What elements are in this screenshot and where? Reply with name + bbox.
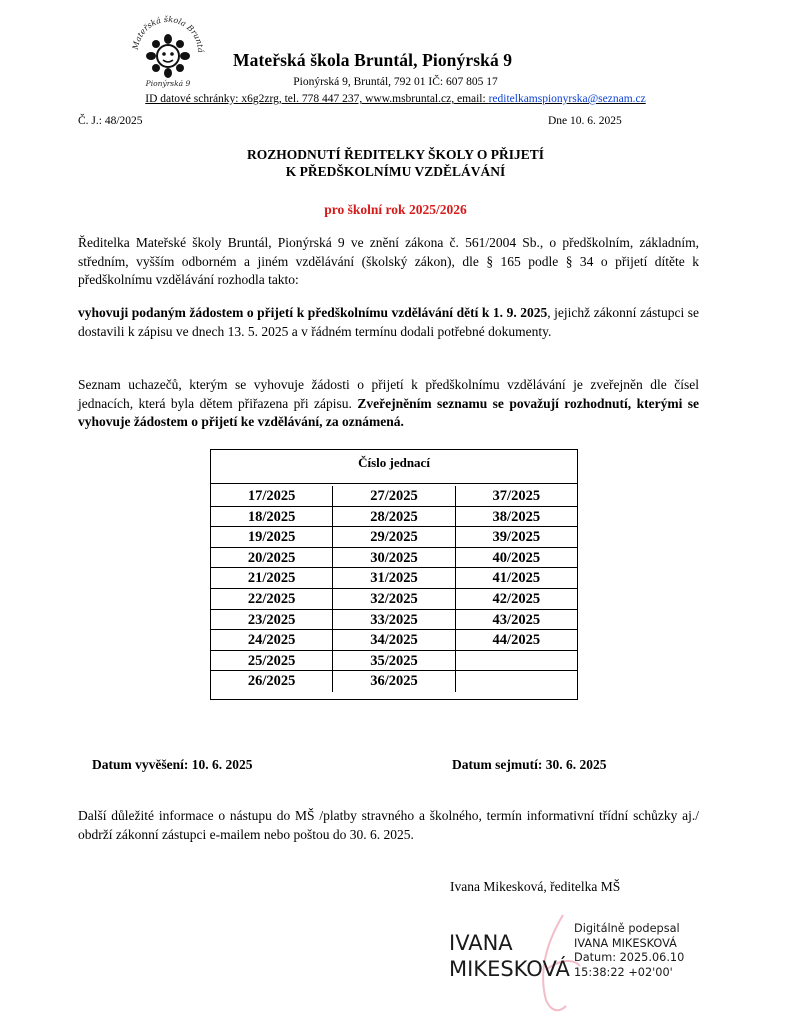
paragraph-intro: Ředitelka Mateřské školy Bruntál, Pionýrská 9 ve znění zákona č. 561/2004 Sb., o předškolním, základním, středním, vyšším odborném a jiném vzdělávání (školský zákon), dle § 165 podle § 34 o přijetí dítěte k předškolnímu vzdělávání rozhodla takto:: [78, 235, 699, 287]
signature-name-large: [449, 930, 570, 982]
table-cell: 26/2025: [211, 671, 333, 692]
table-row: [211, 486, 577, 507]
title-line-1: ROZHODNUTÍ ŘEDITELKY ŠKOLY O PŘIJETÍ: [246, 147, 545, 162]
table-row: [211, 507, 577, 528]
signature-last-name: MIKESKOVÁ: [449, 957, 570, 981]
table-cell: 19/2025: [211, 527, 333, 547]
title-line-2: K PŘEDŠKOLNÍMU VZDĚLÁVÁNÍ: [285, 164, 506, 179]
table-cell: 23/2025: [211, 610, 333, 630]
school-name: Mateřská škola Bruntál, Pionýrská 9: [233, 50, 513, 70]
table-cell: [456, 671, 577, 692]
table-cell: 32/2025: [333, 589, 455, 609]
table-cell: 41/2025: [492, 570, 541, 587]
table-cell: 18/2025: [211, 507, 333, 527]
table-cell: 42/2025: [492, 590, 541, 607]
table-row: [211, 568, 577, 589]
table-cell: 27/2025: [333, 486, 455, 506]
reference-numbers-table: [210, 449, 578, 700]
table-body: [211, 486, 577, 692]
paragraph-list-info: [78, 376, 699, 432]
table-cell: 34/2025: [333, 630, 455, 650]
table-cell: 39/2025: [492, 529, 541, 546]
school-contact: [0, 93, 791, 105]
digital-time: 15:38:22 +02'00': [574, 965, 673, 979]
table-cell: 30/2025: [333, 548, 455, 568]
school-year: pro školní rok 2025/2026: [324, 202, 467, 217]
date-posted: Datum vyvěšení: 10. 6. 2025: [92, 757, 253, 772]
table-cell: [456, 651, 577, 671]
contact-text: ID datové schránky: x6g2zrg, tel. 778 447 237, www.msbruntal.cz, email:: [145, 93, 489, 105]
table-row: [211, 548, 577, 569]
signatory-name: Ivana Mikesková, ředitelka MŠ: [450, 879, 621, 894]
decision-title: [0, 146, 791, 180]
table-cell: 36/2025: [333, 671, 455, 692]
paragraph-decision: [78, 304, 699, 341]
table-cell: 22/2025: [211, 589, 333, 609]
table-row: [211, 527, 577, 548]
table-cell: 33/2025: [333, 610, 455, 630]
table-cell: 37/2025: [492, 488, 541, 504]
digital-signature-info: [574, 922, 684, 980]
table-row: [211, 651, 577, 672]
svg-text:Pionýrská 9: Pionýrská 9: [145, 79, 191, 88]
table-row: [211, 589, 577, 610]
table-cell: 40/2025: [492, 549, 541, 566]
list-info-bold: Zveřejněním seznamu se považují rozhodnutí, kterými se vyhovuje žádostem o přijetí ke vzdělávání, za oznámená.: [78, 395, 699, 429]
table-cell: 28/2025: [333, 507, 455, 527]
school-address: Pionýrská 9, Bruntál, 792 01 IČ: 607 805 17: [293, 76, 498, 88]
document-date: Dne 10. 6. 2025: [548, 115, 622, 127]
table-header: Číslo jednací: [211, 450, 577, 484]
table-cell: 29/2025: [333, 527, 455, 547]
table-cell: 20/2025: [211, 548, 333, 568]
email-link[interactable]: reditelkamspionyrska@seznam.cz: [488, 93, 646, 105]
table-cell: 25/2025: [211, 651, 333, 671]
table-cell: 38/2025: [492, 508, 541, 525]
table-cell: 21/2025: [211, 568, 333, 588]
reference-number: Č. J.: 48/2025: [78, 115, 143, 127]
date-removed: Datum sejmutí: 30. 6. 2025: [452, 757, 607, 772]
table-cell: 24/2025: [211, 630, 333, 650]
table-row: [211, 610, 577, 631]
table-row: [211, 671, 577, 692]
table-cell: 43/2025: [492, 611, 541, 628]
table-cell: 31/2025: [333, 568, 455, 588]
table-row: [211, 630, 577, 651]
table-cell: 44/2025: [492, 632, 541, 649]
paragraph-further-info: Další důležité informace o nástupu do MŠ /platby stravného a školného, termín informativní třídní schůzky aj./ obdrží zákonní zástupci e-mailem nebo poštou do 30. 6. 2025.: [78, 808, 699, 842]
list-info-text: Seznam uchazečů, kterým se vyhovuje žádosti o přijetí k předškolnímu vzdělávání je zveřejněn dle čísel jednacích, která byla dětem přiřazena při zápisu.: [78, 377, 699, 411]
table-cell: 35/2025: [333, 651, 455, 671]
table-cell: 17/2025: [211, 486, 333, 506]
digital-date: Datum: 2025.06.10: [574, 951, 685, 965]
svg-text:Mateřská škola Bruntál: Mateřská škola Bruntá: [130, 14, 206, 53]
decision-bold: vyhovuji podaným žádostem o přijetí k předškolnímu vzdělávání dětí k 1. 9. 2025: [78, 305, 548, 320]
digital-signer: IVANA MIKESKOVÁ: [574, 936, 677, 950]
digital-signed-label: Digitálně podepsal: [574, 922, 680, 935]
decision-rest: , jejichž zákonní zástupci se dostavili k zápisu ve dnech 13. 5. 2025 a v řádném termínu dodali potřebné dokumenty.: [78, 305, 699, 339]
signature-first-name: IVANA: [449, 931, 513, 955]
